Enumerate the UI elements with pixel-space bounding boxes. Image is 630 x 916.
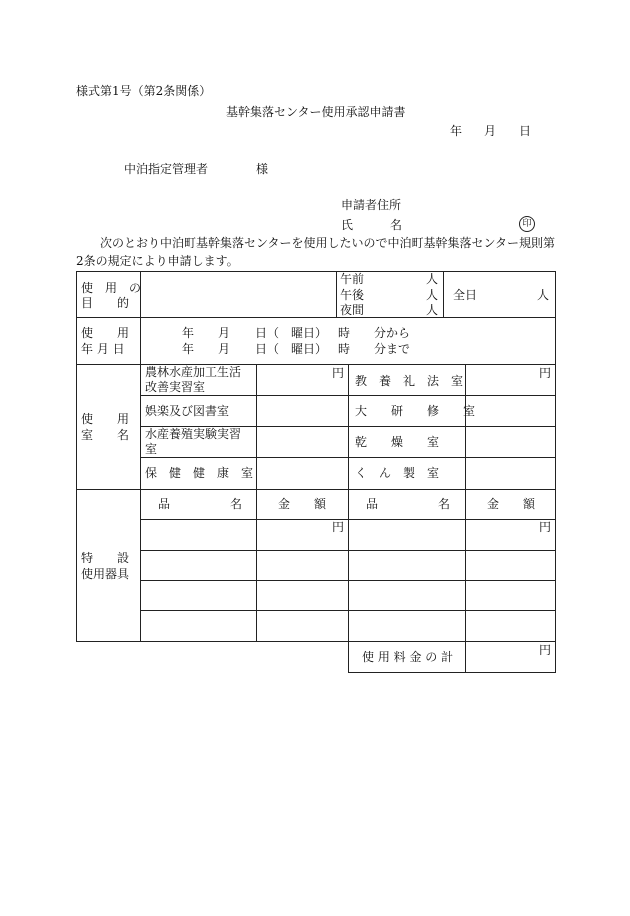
addressee-honorific: 様 [256,162,269,176]
equip-yen-left: 円 [332,520,345,534]
room-left-yen: 円 [332,366,345,380]
purpose-night-person: 人 [426,303,439,317]
addressee-name: 中泊指定管理者 [124,162,209,176]
period-to-month: 月 [218,342,231,356]
equip-col-item-2-a: 品 [366,497,379,511]
room-right-4: く ん 製 室 [355,466,440,480]
form-title: 基幹集落センター使用承認申請書 [226,105,406,119]
room-right-2: 大 研 修 室 [355,404,476,418]
purpose-pm: 午後 [340,288,365,302]
date-year-label: 年 [450,124,463,138]
period-label-1: 使 用 [81,326,130,340]
room-left-1-line2: 改善実習室 [145,380,206,394]
equip-col-amount-2-a: 金 [487,497,500,511]
equip-col-amount-2-b: 額 [523,497,536,511]
equipment-label-2: 使用器具 [81,567,130,581]
seal-mark: 印 [519,216,535,232]
purpose-label-2: 目 的 [81,296,130,310]
date-month-label: 月 [484,124,497,138]
period-from-month: 月 [218,326,231,340]
purpose-night: 夜間 [340,303,365,317]
equipment-label-1: 特 設 [81,551,130,565]
form-number: 様式第1号（第2条関係） [76,84,212,98]
room-right-1: 教 養 礼 法 室 [355,374,464,388]
rooms-label-1: 使 用 [81,412,130,426]
purpose-am: 午前 [340,272,365,286]
period-to-minute: 分まで [374,342,411,356]
equip-col-amount-1-a: 金 [278,497,291,511]
period-to-day: 日（ 曜日） [255,342,328,356]
applicant-address-label: 申請者住所 [341,198,402,212]
room-right-yen: 円 [539,366,552,380]
room-left-4: 保 健 健 康 室 [145,466,254,480]
intro-line-2: 2条の規定により申請します。 [76,254,239,268]
purpose-label-1: 使 用 の [81,281,142,295]
equip-yen-right: 円 [539,520,552,534]
purpose-all-day-person: 人 [537,288,550,302]
purpose-am-person: 人 [426,272,439,286]
rooms-label-2: 室 名 [81,428,130,442]
purpose-all-day: 全日 [453,288,478,302]
period-to-year: 年 [182,342,195,356]
total-label: 使 用 料 金 の 計 [362,650,454,664]
room-left-2: 娯楽及び図書室 [145,404,230,418]
period-from-day: 日（ 曜日） [255,326,328,340]
equip-col-item-1-a: 品 [158,497,171,511]
period-to-hour: 時 [338,342,351,356]
intro-line-1: 次のとおり中泊町基幹集落センターを使用したいので中泊町基幹集落センター規則第 [100,236,556,250]
date-day-label: 日 [519,124,532,138]
period-from-hour: 時 [338,326,351,340]
period-label-2: 年 月 日 [81,342,125,356]
room-left-3-line1: 水産養殖実験実習 [145,427,242,441]
room-left-1-line1: 農林水産加工生活 [145,365,242,379]
period-from-minute: 分から [374,326,411,340]
applicant-name-label-2: 名 [390,218,403,232]
equip-col-item-1-b: 名 [230,497,243,511]
total-yen: 円 [539,643,552,657]
room-left-3-line2: 室 [145,442,158,456]
equip-col-amount-1-b: 額 [314,497,327,511]
period-from-year: 年 [182,326,195,340]
applicant-name-label-1: 氏 [341,218,354,232]
room-right-3: 乾 燥 室 [355,435,440,449]
equip-col-item-2-b: 名 [438,497,451,511]
purpose-pm-person: 人 [426,288,439,302]
